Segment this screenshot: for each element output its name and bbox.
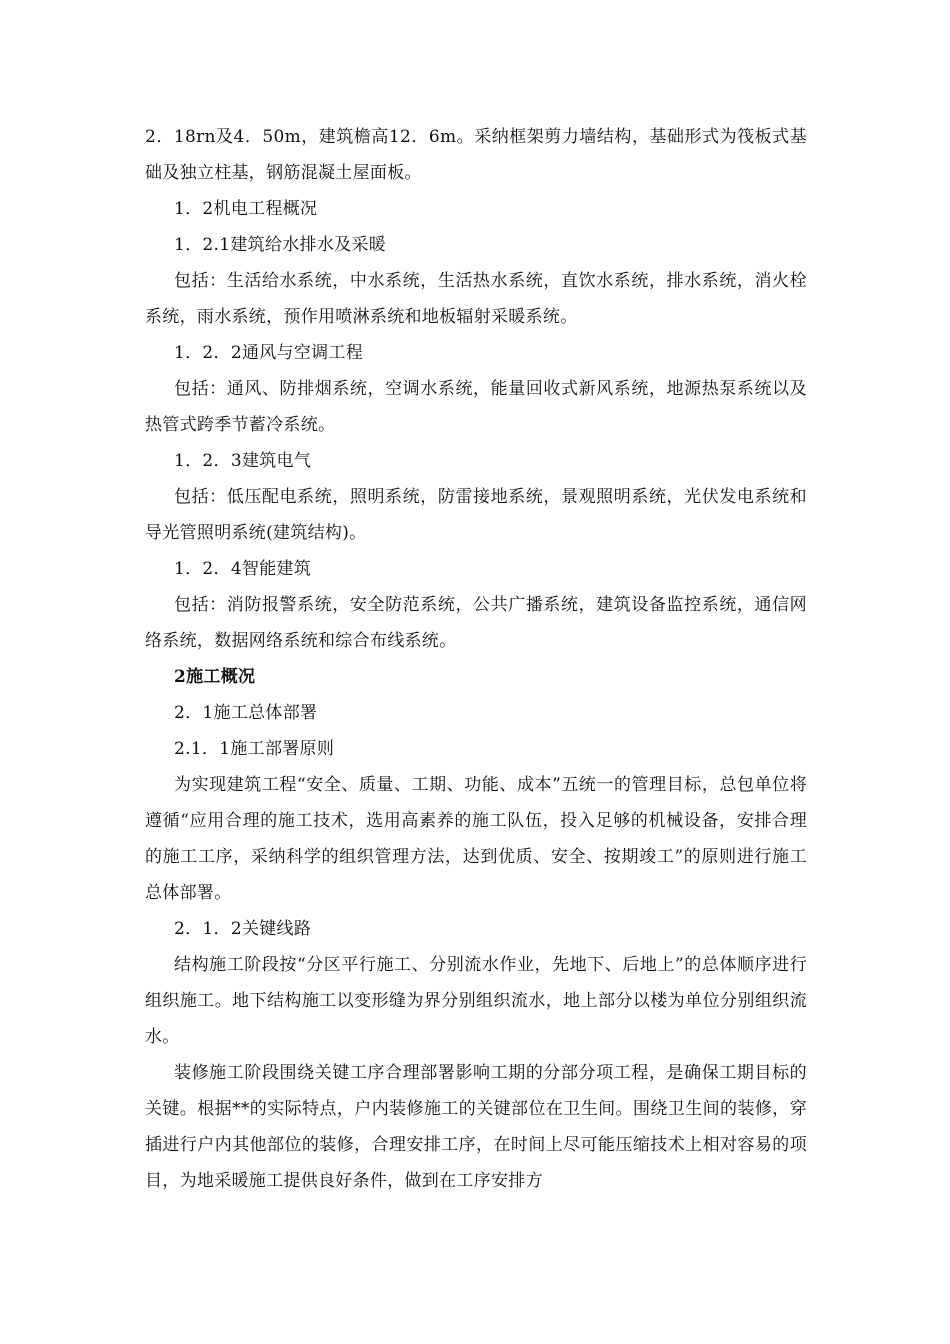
subsection-heading: 2.1．1施工部署原则 — [174, 739, 335, 759]
section-heading: 2．1施工总体部署 — [174, 703, 318, 723]
subsection-heading: 1．2.1建筑给水排水及采暖 — [174, 235, 387, 255]
subsection-heading: 2．1．2关键线路 — [174, 919, 312, 939]
paragraph: 装修施工阶段围绕关键工序合理部署影响工期的分部分项工程，是确保工期目标的关键。根据**的实际特点，户内装修施工的关键部位在卫生间。围绕卫生间的装修，穿插进行户内其他部位的装修，合理安排工序，在时间上尽可能压缩技术上相对容易的项目，为地采暖施工提供良好条件，做到在工序安排方 — [145, 1063, 807, 1191]
subsection-heading: 1．2．3建筑电气 — [174, 451, 312, 471]
document-body — [145, 119, 807, 1199]
subsection-heading: 1．2．4智能建筑 — [174, 559, 312, 579]
paragraph: 包括：通风、防排烟系统，空调水系统，能量回收式新风系统，地源热泵系统以及热管式跨季节蓄冷系统。 — [145, 379, 807, 435]
section-heading: 1．2机电工程概况 — [174, 199, 318, 219]
paragraph: 为实现建筑工程“安全、质量、工期、功能、成本”五统一的管理目标，总包单位将遵循“应用合理的施工技术，选用高素养的施工队伍，投入足够的机械设备，安排合理的施工工序，采纳科学的组织管理方法，达到优质、安全、按期竣工”的原则进行施工总体部署。 — [145, 775, 807, 903]
paragraph-continuation: 2．18rn及4．50m，建筑檐高12．6m。采纳框架剪力墙结构，基础形式为筏板式基础及独立柱基，钢筋混凝土屋面板。 — [145, 127, 807, 183]
paragraph: 包括：消防报警系统，安全防范系统，公共广播系统，建筑设备监控系统，通信网络系统，数据网络系统和综合布线系统。 — [145, 595, 807, 651]
subsection-heading: 1．2．2通风与空调工程 — [174, 343, 364, 363]
paragraph: 包括：生活给水系统，中水系统，生活热水系统，直饮水系统，排水系统，消火栓系统，雨水系统，预作用喷淋系统和地板辐射采暖系统。 — [145, 271, 807, 327]
chapter-heading: 2施工概况 — [174, 667, 256, 687]
paragraph: 结构施工阶段按“分区平行施工、分别流水作业，先地下、后地上”的总体顺序进行组织施工。地下结构施工以变形缝为界分别组织流水，地上部分以楼为单位分别组织流水。 — [145, 955, 807, 1047]
paragraph: 包括：低压配电系统，照明系统，防雷接地系统，景观照明系统，光伏发电系统和导光管照明系统(建筑结构)。 — [145, 487, 807, 543]
